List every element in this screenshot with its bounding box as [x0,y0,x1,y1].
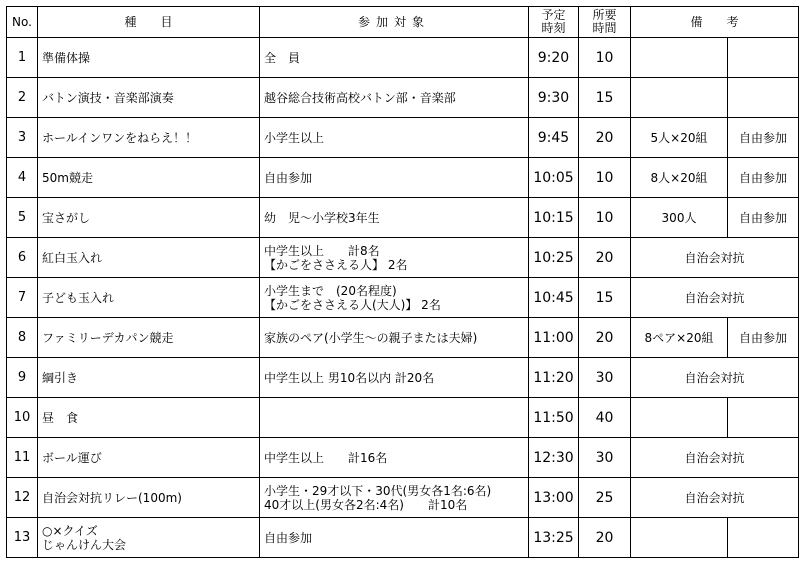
table-row [7,238,799,278]
row-note-type: 自由参加 [728,198,799,238]
row-event: バトン演技・音楽部演奏 [38,78,260,118]
header-duration: 所要 時間 [579,7,631,38]
row-duration: 40 [579,398,631,438]
row-time: 10:05 [529,158,579,198]
header-event: 種 目 [38,7,260,38]
row-note-type: 自由参加 [728,158,799,198]
header-no: No. [7,7,38,38]
table-row [7,358,799,398]
row-no: 13 [7,518,38,558]
row-event: ○×クイズ じゃんけん大会 [38,518,260,558]
table-row [7,158,799,198]
row-no: 1 [7,38,38,78]
row-duration: 25 [579,478,631,518]
table-row [7,518,799,558]
row-target: 中学生以上 計16名 [260,438,529,478]
row-target: 中学生以上 計8名 【かごをささえる人】 2名 [260,238,529,278]
row-time: 9:20 [529,38,579,78]
row-no: 7 [7,278,38,318]
row-target: 全 員 [260,38,529,78]
row-note-count: 5人×20組 [631,118,728,158]
table-row [7,38,799,78]
row-event: 綱引き [38,358,260,398]
row-event: 50m競走 [38,158,260,198]
row-time: 13:00 [529,478,579,518]
row-time: 11:50 [529,398,579,438]
row-note-type: 自由参加 [728,318,799,358]
table-row [7,198,799,238]
row-time: 10:15 [529,198,579,238]
row-note-type [728,38,799,78]
row-time: 13:25 [529,518,579,558]
row-note-type: 自由参加 [728,118,799,158]
row-time: 11:00 [529,318,579,358]
row-target: 小学生・29才以下・30代(男女各1名:6名) 40才以上(男女各2名:4名) 計10名 [260,478,529,518]
row-time: 12:30 [529,438,579,478]
table-row [7,318,799,358]
row-note-count: 8人×20組 [631,158,728,198]
row-event: 宝さがし [38,198,260,238]
row-time: 9:45 [529,118,579,158]
row-no: 8 [7,318,38,358]
row-target: 中学生以上 男10名以内 計20名 [260,358,529,398]
row-target [260,398,529,438]
row-target: 幼 児～小学校3年生 [260,198,529,238]
table-row [7,278,799,318]
header-time: 予定 時刻 [529,7,579,38]
row-event: ホールインワンをねらえ！！ [38,118,260,158]
row-duration: 15 [579,278,631,318]
row-note-count: 300人 [631,198,728,238]
header-target: 参加対象 [260,7,529,38]
row-target: 自由参加 [260,158,529,198]
row-target: 越谷総合技術高校バトン部・音楽部 [260,78,529,118]
row-no: 9 [7,358,38,398]
row-event: 自治会対抗リレー(100m) [38,478,260,518]
row-target: 家族のペア(小学生～の親子または夫婦) [260,318,529,358]
row-no: 12 [7,478,38,518]
row-event: ファミリーデカパン競走 [38,318,260,358]
row-duration: 30 [579,438,631,478]
row-time: 10:25 [529,238,579,278]
row-note: 自治会対抗 [631,358,799,398]
row-target: 自由参加 [260,518,529,558]
row-event: ボール運び [38,438,260,478]
row-time: 9:30 [529,78,579,118]
row-event: 昼 食 [38,398,260,438]
row-no: 10 [7,398,38,438]
row-note-type [728,78,799,118]
row-no: 4 [7,158,38,198]
row-target: 小学生以上 [260,118,529,158]
row-duration: 20 [579,118,631,158]
row-note-count: 8ペア×20組 [631,318,728,358]
row-event: 紅白玉入れ [38,238,260,278]
row-note-count [631,518,728,558]
header-notes: 備 考 [631,7,799,38]
row-event: 子ども玉入れ [38,278,260,318]
row-duration: 10 [579,198,631,238]
table-row [7,118,799,158]
row-no: 6 [7,238,38,278]
row-no: 11 [7,438,38,478]
row-note-count [631,78,728,118]
row-duration: 20 [579,318,631,358]
row-target: 小学生まで (20名程度) 【かごをささえる人(大人)】 2名 [260,278,529,318]
row-time: 11:20 [529,358,579,398]
row-note: 自治会対抗 [631,278,799,318]
row-no: 2 [7,78,38,118]
table-row [7,398,799,438]
row-note: 自治会対抗 [631,478,799,518]
row-note: 自治会対抗 [631,438,799,478]
row-duration: 30 [579,358,631,398]
row-duration: 20 [579,238,631,278]
schedule-table [6,6,799,558]
table-row [7,78,799,118]
row-event: 準備体操 [38,38,260,78]
row-no: 5 [7,198,38,238]
row-note-count [631,38,728,78]
row-duration: 20 [579,518,631,558]
row-duration: 10 [579,158,631,198]
row-note: 自治会対抗 [631,238,799,278]
table-row [7,438,799,478]
row-note-type [728,518,799,558]
row-duration: 15 [579,78,631,118]
header-row [7,7,799,38]
row-note-count [631,398,728,438]
row-time: 10:45 [529,278,579,318]
table-row [7,478,799,518]
row-no: 3 [7,118,38,158]
row-duration: 10 [579,38,631,78]
row-note-type [728,398,799,438]
